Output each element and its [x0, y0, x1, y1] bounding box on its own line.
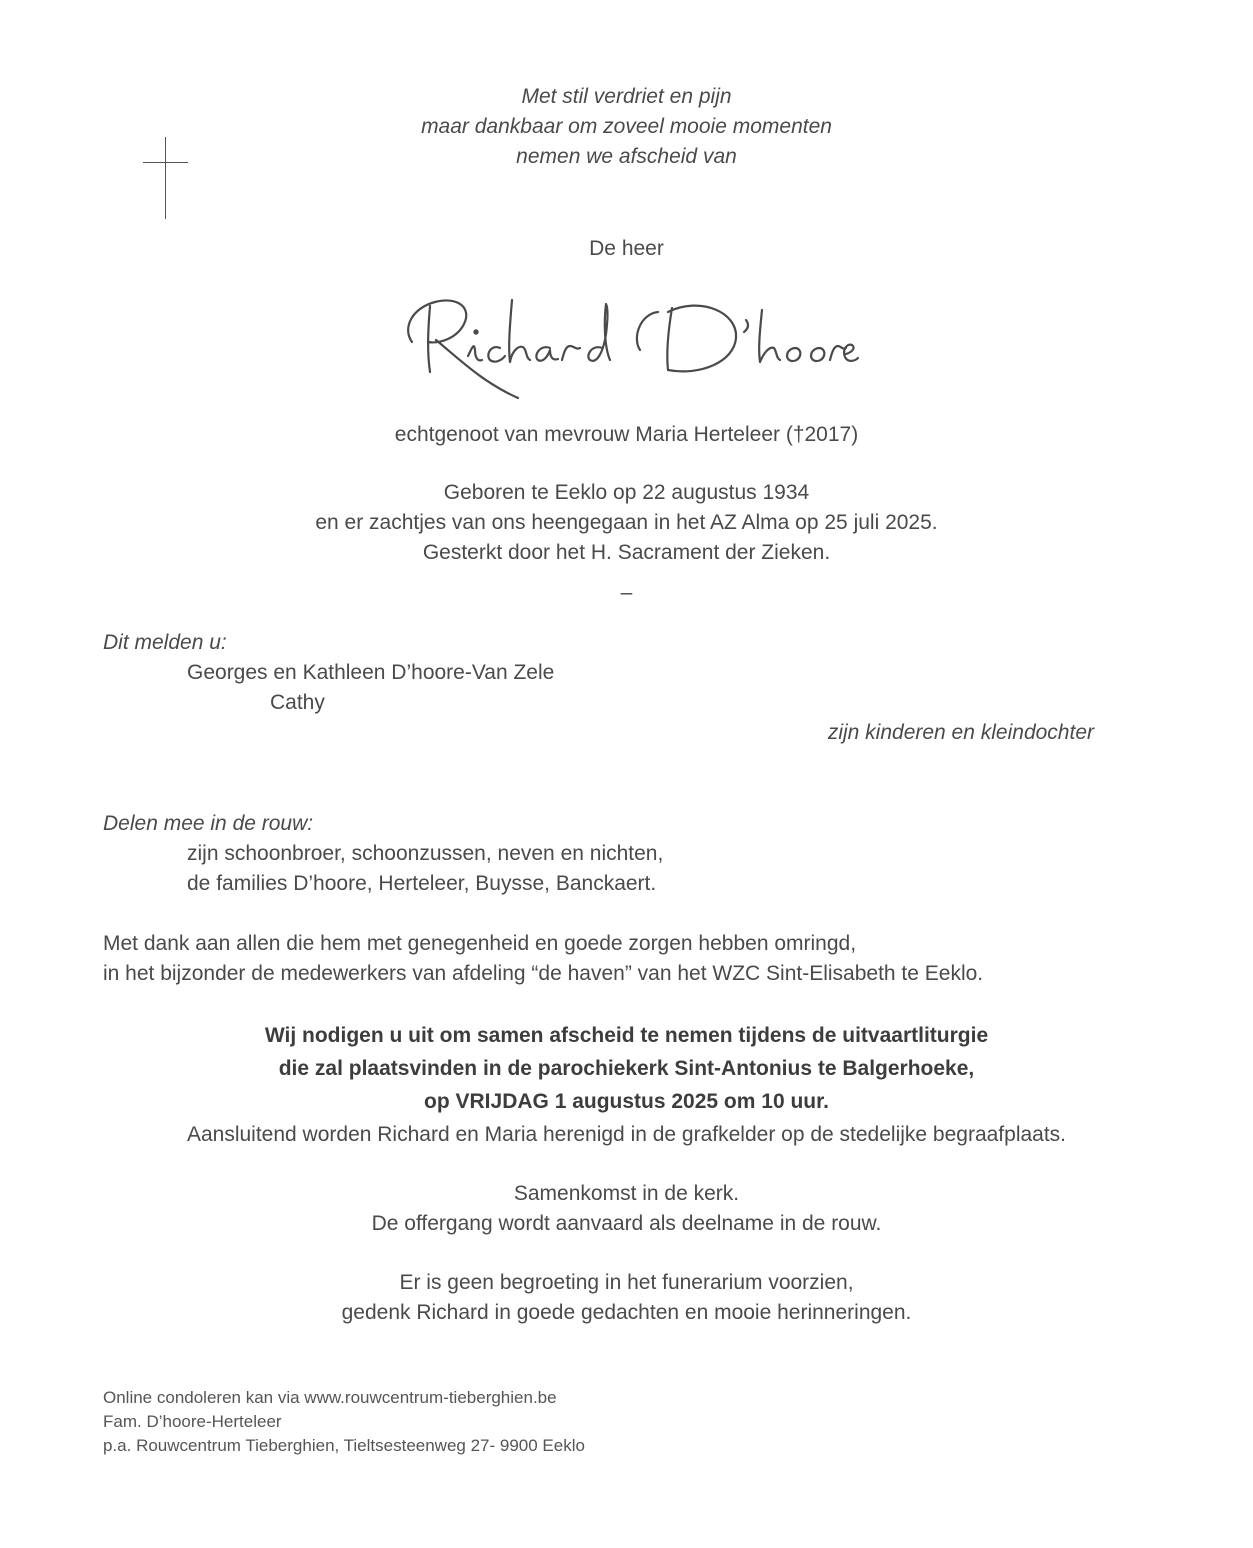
mourning-line: zijn schoonbroer, schoonzussen, neven en nichten,	[187, 842, 664, 865]
mourning-heading: Delen mee in de rouw:	[103, 812, 314, 835]
announcer-name: Cathy	[270, 691, 325, 714]
spouse-line: echtgenoot van mevrouw Maria Herteleer (†2017)	[394, 423, 859, 446]
announcer-name: Georges en Kathleen D’hoore-Van Zele	[187, 661, 555, 684]
closing-line: Er is geen begroeting in het funerarium voorzien,	[399, 1271, 854, 1294]
gathering-line: Samenkomst in de kerk.	[513, 1182, 740, 1205]
closing-line: gedenk Richard in goede gedachten en mooie herinneringen.	[341, 1301, 912, 1324]
invitation-date: op VRIJDAG 1 augustus 2025 om 10 uur.	[424, 1090, 829, 1113]
opening-line-3: nemen we afscheid van	[516, 145, 737, 168]
footer-condolence: Online condoleren kan via www.rouwcentrum-tieberghien.be	[103, 1388, 557, 1407]
invitation-line: Wij nodigen u uit om samen afscheid te nemen tijdens de uitvaartliturgie	[264, 1024, 989, 1047]
burial-line: Aansluitend worden Richard en Maria herenigd in de grafkelder op de stedelijke begraafplaats.	[186, 1123, 1067, 1146]
death-line: en er zachtjes van ons heengegaan in het AZ Alma op 25 juli 2025.	[315, 511, 938, 534]
offering-line: De offergang wordt aanvaard als deelname in de rouw.	[371, 1212, 882, 1235]
divider: –	[620, 581, 633, 604]
opening-line-2: maar dankbaar om zoveel mooie momenten	[421, 115, 832, 138]
opening-line-1: Met stil verdriet en pijn	[521, 85, 732, 108]
sacrament-line: Gesterkt door het H. Sacrament der Zieken.	[422, 541, 831, 564]
thanks-line: Met dank aan allen die hem met genegenheid en goede zorgen hebben omringd,	[103, 932, 857, 955]
name-signature	[400, 290, 860, 405]
announcers-relation: zijn kinderen en kleindochter	[827, 721, 1094, 744]
announcers-heading: Dit melden u:	[103, 631, 227, 654]
birth-line: Geboren te Eeklo op 22 augustus 1934	[443, 481, 810, 504]
footer-address: p.a. Rouwcentrum Tieberghien, Tieltsesteenweg 27- 9900 Eeklo	[103, 1436, 585, 1455]
invitation-line: die zal plaatsvinden in de parochiekerk Sint-Antonius te Balgerhoeke,	[278, 1057, 975, 1080]
thanks-line: in het bijzonder de medewerkers van afdeling “de haven” van het WZC Sint-Elisabeth te Eeklo.	[103, 962, 984, 985]
footer-family: Fam. D’hoore-Herteleer	[103, 1412, 282, 1431]
mourning-line: de families D’hoore, Herteleer, Buysse, Banckaert.	[187, 872, 657, 895]
honorific: De heer	[589, 237, 664, 260]
